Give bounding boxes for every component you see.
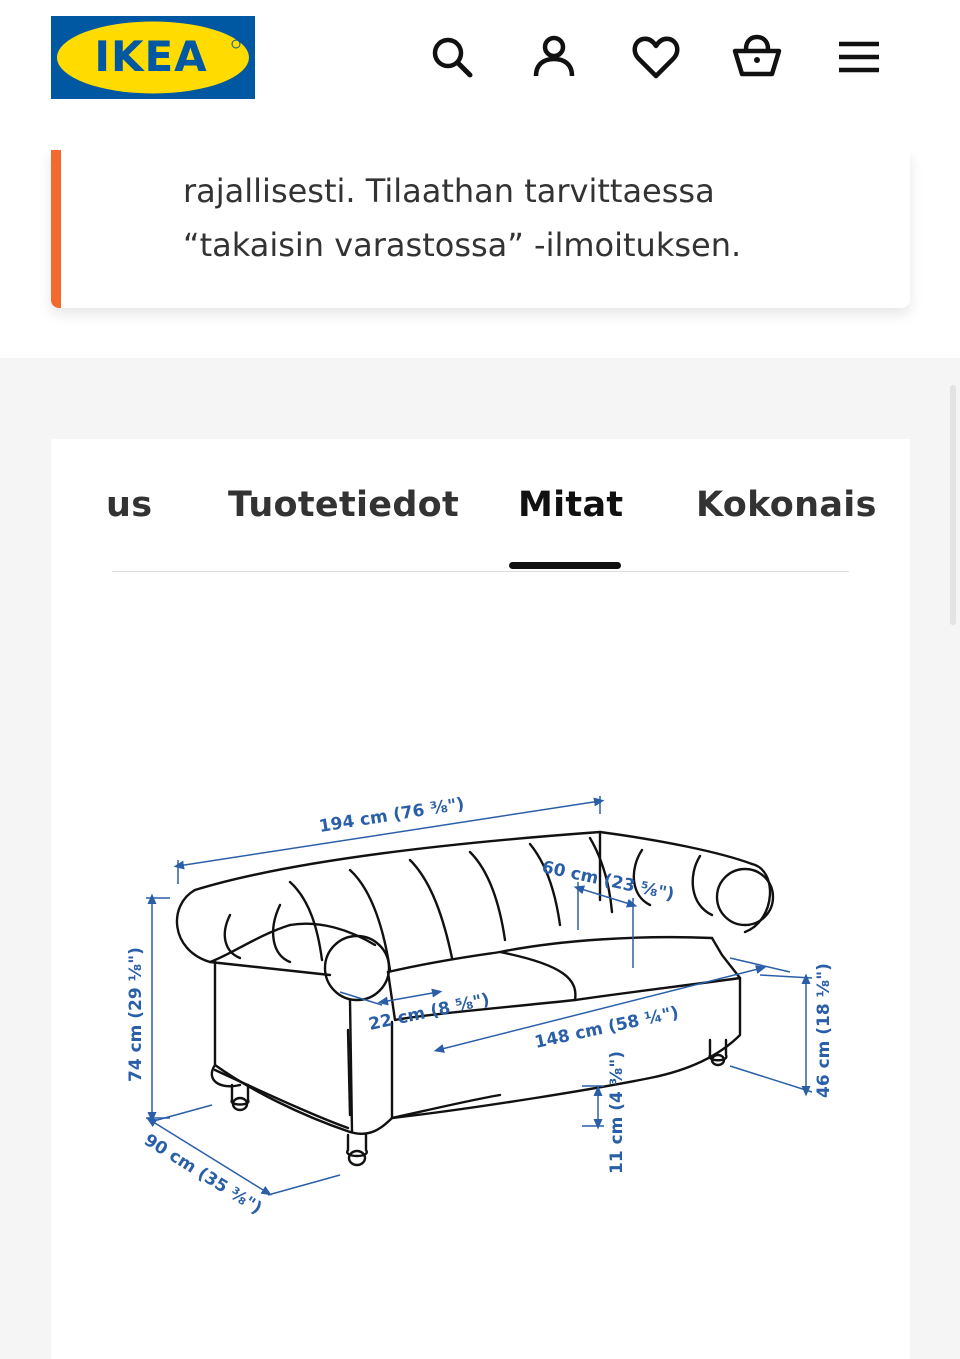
header — [0, 0, 960, 150]
notice-line-1: rajallisesti. Tilaathan tarvittaessa — [183, 172, 715, 210]
tab-product-details[interactable]: Tuotetiedot — [228, 485, 460, 525]
account-icon[interactable] — [529, 32, 579, 82]
dim-depth-label: 90 cm (35 ⅜") — [140, 1130, 266, 1219]
menu-icon[interactable] — [834, 32, 884, 82]
dim-armrest-label: 22 cm (8 ⅝") — [366, 989, 492, 1035]
notice-line-2: “takaisin varastossa” -ilmoituksen. — [183, 226, 742, 264]
dim-height-label: 74 cm (29 ⅛") — [126, 947, 146, 1082]
dim-leg-height-label: 11 cm (4 ⅜") — [607, 1050, 627, 1174]
logo-text: IKEA — [94, 32, 208, 81]
heart-icon[interactable] — [631, 32, 681, 82]
tab-overall[interactable]: Kokonais — [696, 485, 877, 525]
dim-seat-height-label: 46 cm (18 ⅛") — [814, 963, 834, 1098]
dim-seat-depth-label: 60 cm (23 ⅝") — [539, 857, 677, 905]
ikea-logo[interactable] — [51, 16, 255, 99]
tab-dimensions[interactable]: Mitat — [518, 485, 624, 525]
dim-seat-width-label: 148 cm (58 ¼") — [532, 1002, 681, 1053]
tab-description[interactable]: us — [106, 485, 153, 525]
dim-width-label: 194 cm (76 ⅜") — [317, 794, 466, 837]
search-icon[interactable] — [427, 32, 477, 82]
cart-icon[interactable] — [732, 32, 782, 82]
